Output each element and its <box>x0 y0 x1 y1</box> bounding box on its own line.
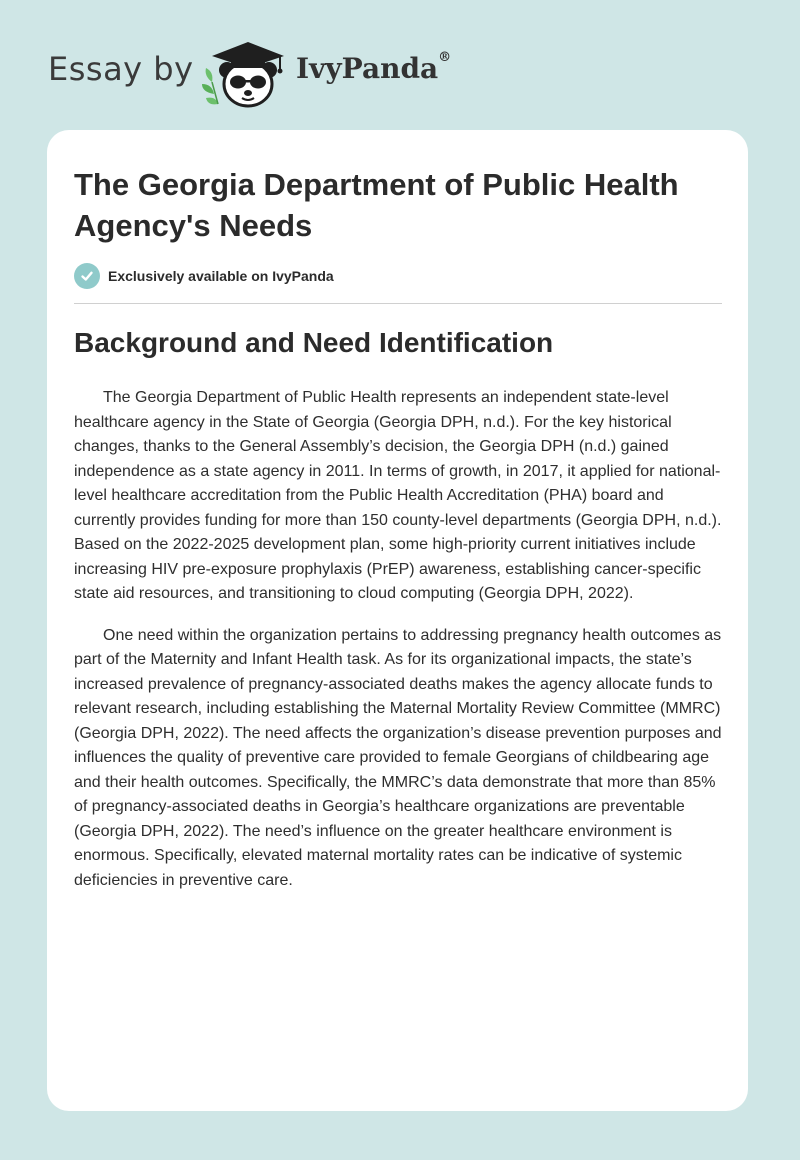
registered-mark: ® <box>438 50 452 65</box>
exclusive-badge <box>74 263 334 289</box>
check-circle-icon <box>74 263 100 289</box>
site-header <box>0 0 800 130</box>
panda-graduate-icon[interactable] <box>198 36 294 112</box>
paragraph: One need within the organization pertains to addressing pregnancy health outcomes as part of the Maternity and Infant Health task. As for its organizational impacts, the state’s increased prevalence of pregnancy-associated deaths makes the agency allocate funds to relevant research, including establishing the Maternal Mortality Review Committee (MMRC) (Georgia DPH, 2022). The need affects the organization’s disease prevention purposes and influences the quality of preventive care provided to female Georgians of childbearing age and their health outcomes. Specifically, the MMRC’s data demonstrate that more than 85% of pregnancy-associated deaths in Georgia’s healthcare organizations are preventable (Georgia DPH, 2022). The need’s influence on the greater healthcare environment is enormous. Specifically, elevated maternal mortality rates can be indicative of systemic deficiencies in preventive care. <box>74 626 722 889</box>
essay-body <box>74 386 724 910</box>
paragraph: The Georgia Department of Public Health represents an independent state-level healthcare agency in the State of Georgia (Georgia DPH, n.d.). For the key historical changes, thanks to the General Assembly’s decision, the Georgia DPH (n.d.) gained independence as a state agency in 2011. In terms of growth, in 2017, it applied for national-level healthcare accreditation from the Public Health Accreditation (PHA) board and currently provides funding for more than 150 county-level departments (Georgia DPH, n.d.). Based on the 2022-2025 development plan, some high-priority current initiatives include increasing HIV pre-exposure prophylaxis (PrEP) awareness, establishing cancer-specific state aid resources, and transitioning to cloud computing (Georgia DPH, 2022). <box>74 389 722 602</box>
exclusive-label: Exclusively available on IvyPanda <box>108 268 334 284</box>
section-heading: Background and Need Identification <box>74 327 554 358</box>
page-title: The Georgia Department of Public Health Agency's Needs <box>74 167 679 243</box>
essay-card <box>47 130 748 1111</box>
brand-name-text: IvyPanda <box>296 52 439 85</box>
title-divider <box>74 303 722 304</box>
brand-name[interactable] <box>296 52 451 85</box>
brand-prefix: Essay by <box>48 50 194 88</box>
